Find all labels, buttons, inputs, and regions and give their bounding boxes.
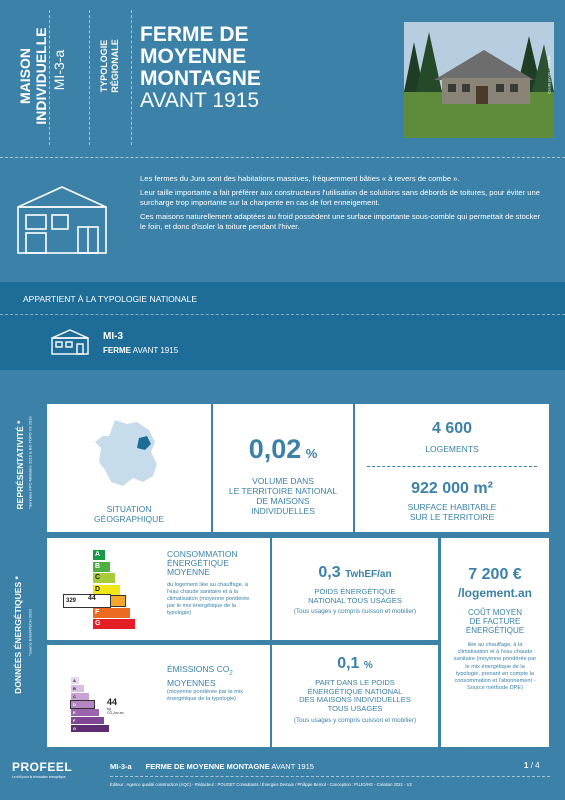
dpe-bar-g: G	[93, 619, 135, 629]
footer-credits: Éditeur : Agence qualité construction (AQC) - Rédacteur : POUGET Consultants / Énergies Demain / Philippe Bernot - Conception : PUJO/HG - Création 2021 - V2	[110, 782, 412, 787]
dpe-bar-d: D	[93, 585, 120, 595]
dwellings-value: 4 600	[431, 420, 473, 437]
consumption-label: CONSOMMATION ÉNERGÉTIQUE MOYENNE	[167, 549, 238, 577]
co2-bar-a: A	[71, 677, 79, 684]
dpe-bar-f: F	[93, 608, 130, 618]
share-usage-caption: PART DANS LE POIDS ÉNERGÉTIQUE NATIONAL DES MAISONS INDIVIDUELLES TOUS USAGES	[299, 678, 411, 713]
photo-credit: Crédit photo : XXXXX	[546, 55, 552, 94]
page-number: 1 / 4	[524, 761, 540, 770]
co2-bar-b: B	[71, 685, 84, 692]
energy-side-note: *source ENERTECH 2020	[27, 609, 33, 656]
dpe-bar-b: B	[93, 562, 110, 572]
national-consumption-card	[272, 538, 438, 640]
consumption-note: du logement liée au chauffage, à l'eau chaude sanitaire et à la climatisation (moyenne pondérée par le mix énergétique de la typologie)	[167, 582, 250, 616]
co2-bar-e: E	[71, 709, 99, 716]
dpe-primary-value: 329	[66, 598, 77, 604]
co2-value-box	[107, 697, 127, 715]
national-name: FERME AVANT 1915	[103, 346, 179, 355]
bill-card	[441, 538, 549, 747]
share-caption: VOLUME DANS LE TERRITOIRE NATIONAL DE MAISONS INDIVIDUELLES	[228, 476, 338, 516]
share-card	[213, 404, 353, 532]
share-usage-note: (Tous usages y compris cuisson et mobilier)	[293, 717, 417, 724]
dpe-co2-value: 44	[88, 595, 96, 602]
share-value: 0,02 %	[248, 434, 318, 464]
map-caption: SITUATION GÉOGRAPHIQUE	[94, 504, 164, 524]
stock-card	[355, 404, 549, 532]
representativity-side-title: REPRÉSENTATIVITÉ *	[15, 420, 25, 510]
header	[0, 0, 565, 155]
dpe-value-box	[63, 594, 111, 608]
national-consumption-value: 0,3 TwhEF/an	[318, 564, 392, 581]
description-text: Les fermes du Jura sont des habitations massives, fréquemment bâties « à revers de combe ». Leur taille importante a fait préférer aux constructeurs l'utilisation de solutions sans débords de toitures, pour éviter une surcharge trop importante sur la charpente en cas de fort enneigement. Ces maisons naturellement adaptées au froid possèdent une surface importante sous-comble qui permettait de stocker le foin, et donc d'isoler la toiture pendant l'hiver.	[140, 174, 541, 231]
typology-code: MI-3-a	[51, 49, 67, 91]
house-small-icon	[50, 328, 90, 356]
bill-note: liée au chauffage, à la climatisation et à l'eau chaude sanitaire (moyenne pondérée par le mix énergétique de la typologie, prenant en compte la consommation et l'abonnement - Source méthode DPE)	[453, 642, 537, 692]
footer	[0, 752, 565, 800]
energy-side-title: DONNÉES ÉNERGÉTIQUES *	[13, 576, 23, 694]
emissions-note: (moyenne pondérée par le mix énergétique de la typologie)	[167, 689, 243, 702]
co2-value: 44	[107, 697, 118, 707]
bill-value-unit: /logement.an	[457, 586, 532, 600]
national-consumption-caption: POIDS ÉNERGÉTIQUE NATIONAL TOUS USAGES	[308, 587, 402, 605]
house-type-label: MAISON INDIVIDUELLE	[17, 27, 49, 125]
surface-value: 922 000 m²	[411, 480, 493, 497]
house-icon	[50, 328, 90, 356]
emissions-card	[47, 645, 270, 747]
consumption-card	[47, 538, 270, 640]
dpe-bar-a: A	[93, 550, 105, 560]
dpe-bar-c: C	[93, 573, 115, 583]
national-heading: APPARTIENT À LA TYPOLOGIE NATIONALE	[23, 294, 197, 304]
house-photo	[404, 22, 554, 138]
co2-bar-f: F	[71, 717, 104, 724]
national-consumption-note: (Tous usages y compris cuisson et mobilier)	[293, 608, 417, 615]
dpe-energy-bars	[93, 550, 143, 629]
co2-bar-d: D	[71, 701, 94, 708]
house-outline-icon	[14, 185, 110, 257]
france-map	[93, 418, 163, 490]
page-title: FERME DE MOYENNE MONTAGNE AVANT 1915	[140, 23, 261, 112]
dwellings-caption: LOGEMENTS	[425, 444, 479, 454]
farm-photo-illustration	[404, 22, 554, 138]
bill-value: 7 200 €	[468, 566, 522, 583]
national-code: MI-3	[103, 331, 123, 342]
map-card	[47, 404, 211, 532]
emissions-label: ÉMISSIONS $CO_2$ MOYENNES	[167, 664, 233, 689]
house-sketch	[14, 185, 110, 257]
footer-title: MI-3-a FERME DE MOYENNE MONTAGNE AVANT 1915	[110, 762, 314, 771]
profeel-logo: PROFEEL Le défi pour la rénovation énergétique	[12, 760, 73, 779]
surface-caption: SURFACE HABITABLE SUR LE TERRITOIRE	[407, 502, 497, 522]
co2-unit: kg CO₂/m².an	[107, 707, 124, 715]
bill-caption: COÛT MOYEN DE FACTURE ÉNERGÉTIQUE	[465, 608, 525, 635]
national-typology-band	[0, 282, 565, 370]
representativity-side-note: *données FPC-Ministère 2019 & BD TOPO V3 2019	[27, 416, 33, 509]
dpe-energy-scale	[93, 550, 143, 632]
co2-bar-c: C	[71, 693, 89, 700]
co2-bar-g: G	[71, 725, 109, 732]
share-usage-card	[272, 645, 438, 747]
regional-typology-label: TYPOLOGIE RÉGIONALE	[99, 39, 120, 93]
share-usage-value: 0,1 %	[337, 655, 373, 672]
